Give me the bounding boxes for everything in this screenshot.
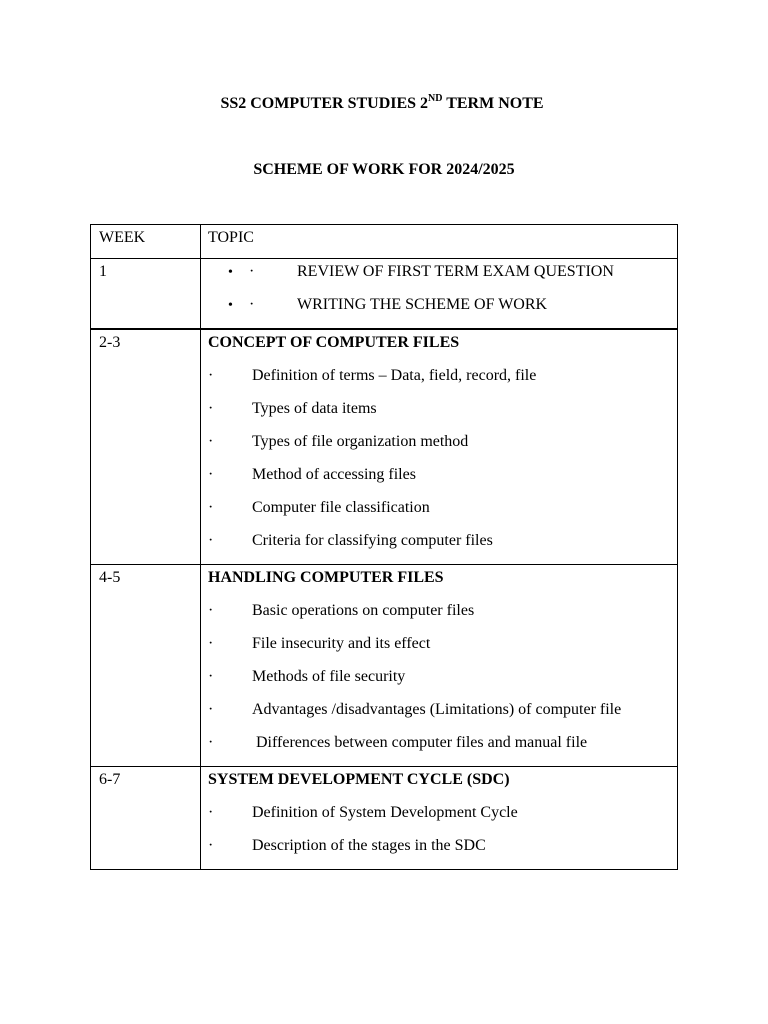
list-item-text: WRITING THE SCHEME OF WORK bbox=[297, 296, 548, 313]
list-item bbox=[208, 262, 677, 295]
list-item-text: Definition of terms – Data, field, record, file bbox=[252, 367, 537, 384]
middle-dot-icon: · bbox=[249, 296, 255, 313]
title-suffix: TERM NOTE bbox=[442, 95, 544, 112]
list-item-text: Methods of file security bbox=[252, 668, 406, 685]
title-superscript: ND bbox=[428, 92, 443, 104]
table-row bbox=[91, 565, 678, 767]
list-item bbox=[208, 733, 677, 766]
week-cell: 2-3 bbox=[91, 329, 201, 565]
list-item bbox=[208, 295, 677, 328]
list-item bbox=[208, 700, 677, 733]
middle-dot-icon: · bbox=[208, 499, 214, 516]
middle-dot-icon: · bbox=[249, 263, 255, 280]
middle-dot-icon: · bbox=[208, 635, 214, 652]
document-subtitle: SCHEME OF WORK FOR 2024/2025 bbox=[253, 161, 515, 178]
middle-dot-icon: · bbox=[208, 466, 214, 483]
middle-dot-icon: · bbox=[208, 668, 214, 685]
list-item bbox=[208, 531, 677, 564]
topic-cell bbox=[201, 767, 678, 870]
topic-cell bbox=[201, 329, 678, 565]
middle-dot-icon: · bbox=[208, 433, 214, 450]
list-item bbox=[208, 667, 677, 700]
list-item bbox=[208, 803, 677, 836]
table-row bbox=[91, 329, 678, 565]
topic-title: SYSTEM DEVELOPMENT CYCLE (SDC) bbox=[208, 771, 510, 788]
list-item-text: Types of file organization method bbox=[252, 433, 469, 450]
week-header: WEEK bbox=[91, 225, 201, 259]
topic-title: CONCEPT OF COMPUTER FILES bbox=[208, 334, 460, 351]
bullet-icon: • bbox=[228, 265, 233, 280]
list-item-text: Types of data items bbox=[252, 400, 377, 417]
week-cell: 6-7 bbox=[91, 767, 201, 870]
table-header-row bbox=[91, 225, 678, 259]
list-item-text: Definition of System Development Cycle bbox=[252, 804, 518, 821]
list-item-text: Basic operations on computer files bbox=[252, 602, 475, 619]
list-item bbox=[208, 836, 677, 869]
bullet-icon: • bbox=[228, 298, 233, 313]
topic-header: TOPIC bbox=[201, 225, 678, 259]
list-item-text: Method of accessing files bbox=[252, 466, 416, 483]
list-item-text: REVIEW OF FIRST TERM EXAM QUESTION bbox=[297, 263, 614, 280]
list-item-text: Criteria for classifying computer files bbox=[252, 532, 493, 549]
middle-dot-icon: · bbox=[208, 734, 214, 751]
list-item-text: Computer file classification bbox=[252, 499, 430, 516]
list-item bbox=[208, 465, 677, 498]
middle-dot-icon: · bbox=[208, 804, 214, 821]
table-row bbox=[91, 259, 678, 330]
list-item bbox=[208, 498, 677, 531]
list-item-text: Description of the stages in the SDC bbox=[252, 837, 486, 854]
week-cell: 1 bbox=[91, 259, 201, 330]
middle-dot-icon: · bbox=[208, 602, 214, 619]
list-item-text: File insecurity and its effect bbox=[252, 635, 431, 652]
list-item bbox=[208, 366, 677, 399]
list-item bbox=[208, 601, 677, 634]
middle-dot-icon: · bbox=[208, 701, 214, 718]
topic-cell bbox=[201, 259, 678, 330]
list-item bbox=[208, 634, 677, 667]
week-cell: 4-5 bbox=[91, 565, 201, 767]
list-item-text: Differences between computer files and manual file bbox=[256, 734, 588, 751]
list-item-text: Advantages /disadvantages (Limitations) of computer file bbox=[252, 701, 622, 718]
middle-dot-icon: · bbox=[208, 400, 214, 417]
document-title bbox=[0, 94, 766, 114]
middle-dot-icon: · bbox=[208, 367, 214, 384]
topic-title: HANDLING COMPUTER FILES bbox=[208, 569, 444, 586]
scheme-of-work-table bbox=[90, 224, 678, 870]
middle-dot-icon: · bbox=[208, 532, 214, 549]
table-row bbox=[91, 767, 678, 870]
list-item bbox=[208, 399, 677, 432]
list-item bbox=[208, 432, 677, 465]
middle-dot-icon: · bbox=[208, 837, 214, 854]
topic-cell bbox=[201, 565, 678, 767]
title-prefix: SS2 COMPUTER STUDIES 2 bbox=[220, 95, 429, 112]
